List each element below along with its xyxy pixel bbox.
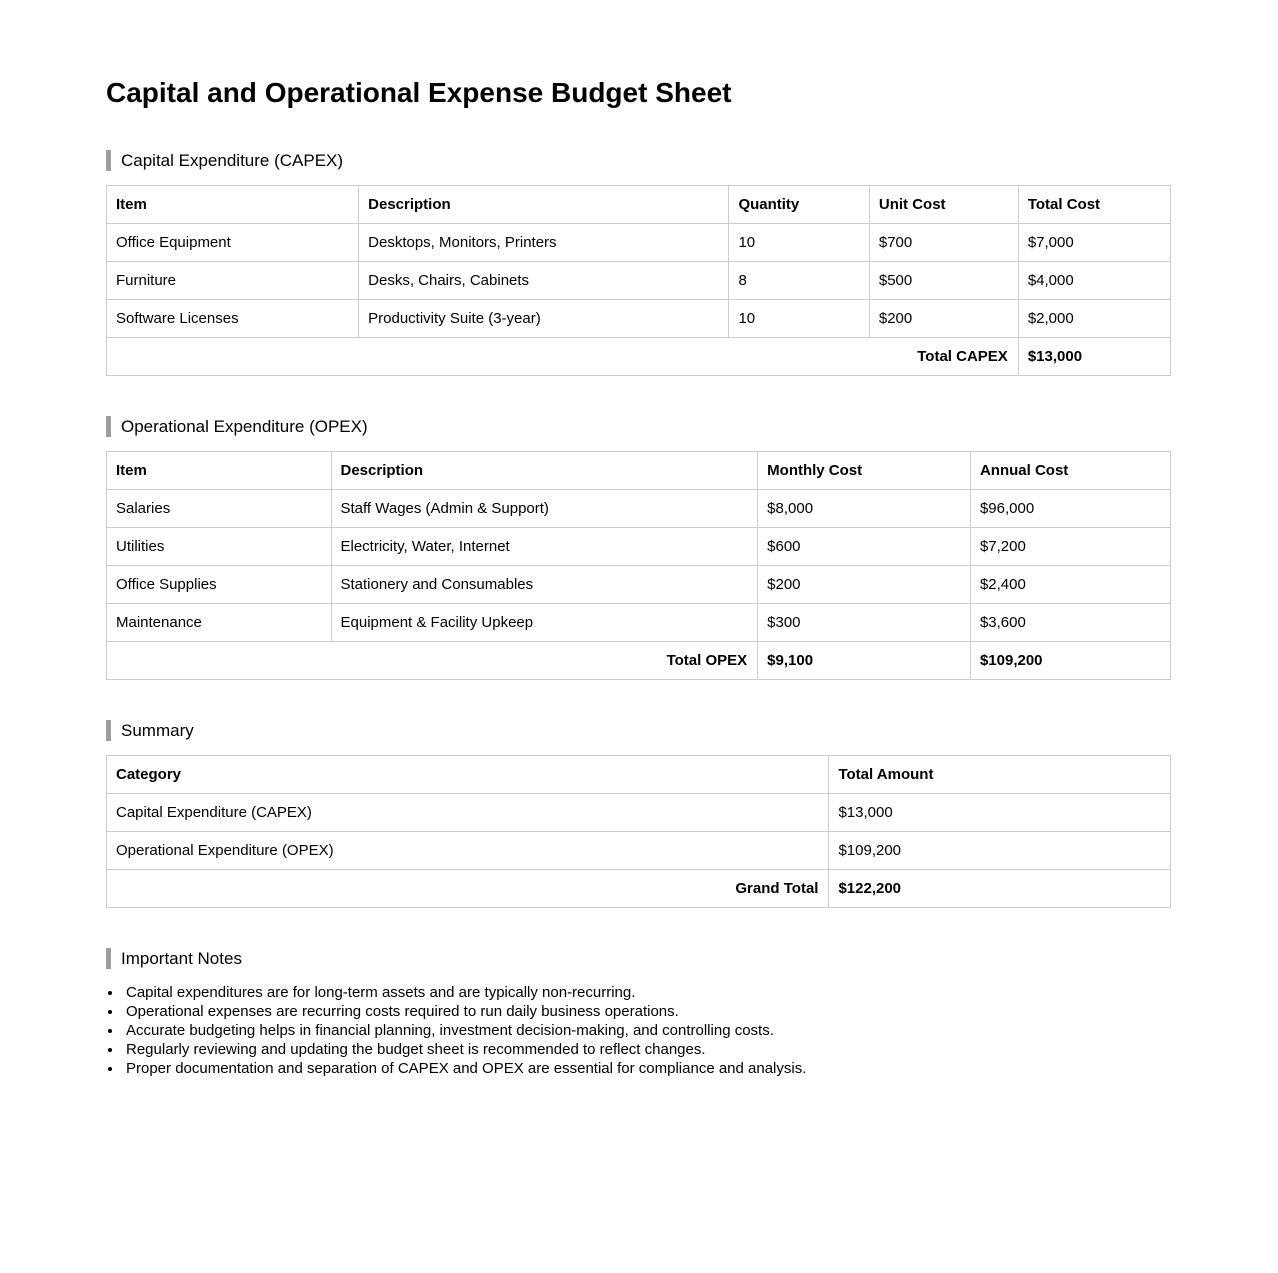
table-cell: Software Licenses <box>107 299 359 337</box>
table-row <box>107 793 1171 831</box>
note-item: • Regularly reviewing and updating the budget sheet is recommended to reflect changes. <box>123 1040 1171 1059</box>
table-cell: $2,400 <box>970 565 1170 603</box>
summary-section <box>106 720 1171 908</box>
column-header-total-amount: Total Amount <box>829 755 1171 793</box>
table-cell: $96,000 <box>970 489 1170 527</box>
notes-list <box>106 983 1171 1078</box>
column-header-item: Item <box>107 451 332 489</box>
note-item: • Accurate budgeting helps in financial planning, investment decision-making, and controlling costs. <box>123 1021 1171 1040</box>
table-cell: Salaries <box>107 489 332 527</box>
table-cell: Equipment & Facility Upkeep <box>331 603 758 641</box>
grand-total-label: Grand Total <box>107 869 829 907</box>
opex-total-row <box>107 641 1171 679</box>
column-header-unit-cost: Unit Cost <box>869 185 1018 223</box>
table-cell: $2,000 <box>1018 299 1170 337</box>
column-header-annual-cost: Annual Cost <box>970 451 1170 489</box>
column-header-description: Description <box>359 185 729 223</box>
table-row <box>107 603 1171 641</box>
column-header-description: Description <box>331 451 758 489</box>
capex-section-heading: Capital Expenditure (CAPEX) <box>106 150 1171 171</box>
table-cell: Productivity Suite (3-year) <box>359 299 729 337</box>
notes-section <box>106 948 1171 1078</box>
table-row <box>107 223 1171 261</box>
table-cell: $7,000 <box>1018 223 1170 261</box>
table-cell: 10 <box>729 299 869 337</box>
table-row <box>107 299 1171 337</box>
table-cell: $600 <box>758 527 971 565</box>
table-cell: Capital Expenditure (CAPEX) <box>107 793 829 831</box>
table-cell: Utilities <box>107 527 332 565</box>
page-title: Capital and Operational Expense Budget Sheet <box>106 77 732 108</box>
opex-table <box>106 451 1171 680</box>
column-header-item: Item <box>107 185 359 223</box>
table-row <box>107 261 1171 299</box>
table-row <box>107 831 1171 869</box>
table-cell: $3,600 <box>970 603 1170 641</box>
column-header-category: Category <box>107 755 829 793</box>
summary-table <box>106 755 1171 908</box>
table-cell: 10 <box>729 223 869 261</box>
column-header-total-cost: Total Cost <box>1018 185 1170 223</box>
opex-total-monthly: $9,100 <box>758 641 971 679</box>
capex-total-value: $13,000 <box>1018 337 1170 375</box>
opex-section <box>106 416 1171 680</box>
opex-total-annual: $109,200 <box>970 641 1170 679</box>
table-cell: $8,000 <box>758 489 971 527</box>
note-item: • Proper documentation and separation of CAPEX and OPEX are essential for compliance and analysis. <box>123 1059 1171 1078</box>
grand-total-row <box>107 869 1171 907</box>
table-cell: $4,000 <box>1018 261 1170 299</box>
table-cell: Office Supplies <box>107 565 332 603</box>
opex-section-heading: Operational Expenditure (OPEX) <box>106 416 1171 437</box>
table-cell: Operational Expenditure (OPEX) <box>107 831 829 869</box>
column-header-monthly-cost: Monthly Cost <box>758 451 971 489</box>
budget-sheet-page <box>106 0 1171 1273</box>
table-cell: Stationery and Consumables <box>331 565 758 603</box>
note-item: • Capital expenditures are for long-term assets and are typically non-recurring. <box>123 983 1171 1002</box>
notes-section-heading: Important Notes <box>106 948 1171 969</box>
table-cell: Furniture <box>107 261 359 299</box>
table-cell: Desks, Chairs, Cabinets <box>359 261 729 299</box>
capex-table <box>106 185 1171 376</box>
summary-header-row <box>107 755 1171 793</box>
table-cell: $300 <box>758 603 971 641</box>
table-cell: $7,200 <box>970 527 1170 565</box>
capex-header-row <box>107 185 1171 223</box>
grand-total-value: $122,200 <box>829 869 1171 907</box>
summary-section-heading: Summary <box>106 720 1171 741</box>
capex-total-row <box>107 337 1171 375</box>
table-cell: Staff Wages (Admin & Support) <box>331 489 758 527</box>
table-cell: Desktops, Monitors, Printers <box>359 223 729 261</box>
table-cell: Maintenance <box>107 603 332 641</box>
table-cell: $109,200 <box>829 831 1171 869</box>
table-cell: $200 <box>758 565 971 603</box>
capex-section <box>106 150 1171 376</box>
table-cell: $13,000 <box>829 793 1171 831</box>
table-cell: $700 <box>869 223 1018 261</box>
capex-total-label: Total CAPEX <box>107 337 1019 375</box>
table-row <box>107 565 1171 603</box>
opex-header-row <box>107 451 1171 489</box>
column-header-quantity: Quantity <box>729 185 869 223</box>
table-cell: $200 <box>869 299 1018 337</box>
note-item: • Operational expenses are recurring costs required to run daily business operations. <box>123 1002 1171 1021</box>
table-cell: Office Equipment <box>107 223 359 261</box>
table-cell: $500 <box>869 261 1018 299</box>
table-row <box>107 527 1171 565</box>
opex-total-label: Total OPEX <box>107 641 758 679</box>
table-cell: Electricity, Water, Internet <box>331 527 758 565</box>
table-row <box>107 489 1171 527</box>
table-cell: 8 <box>729 261 869 299</box>
